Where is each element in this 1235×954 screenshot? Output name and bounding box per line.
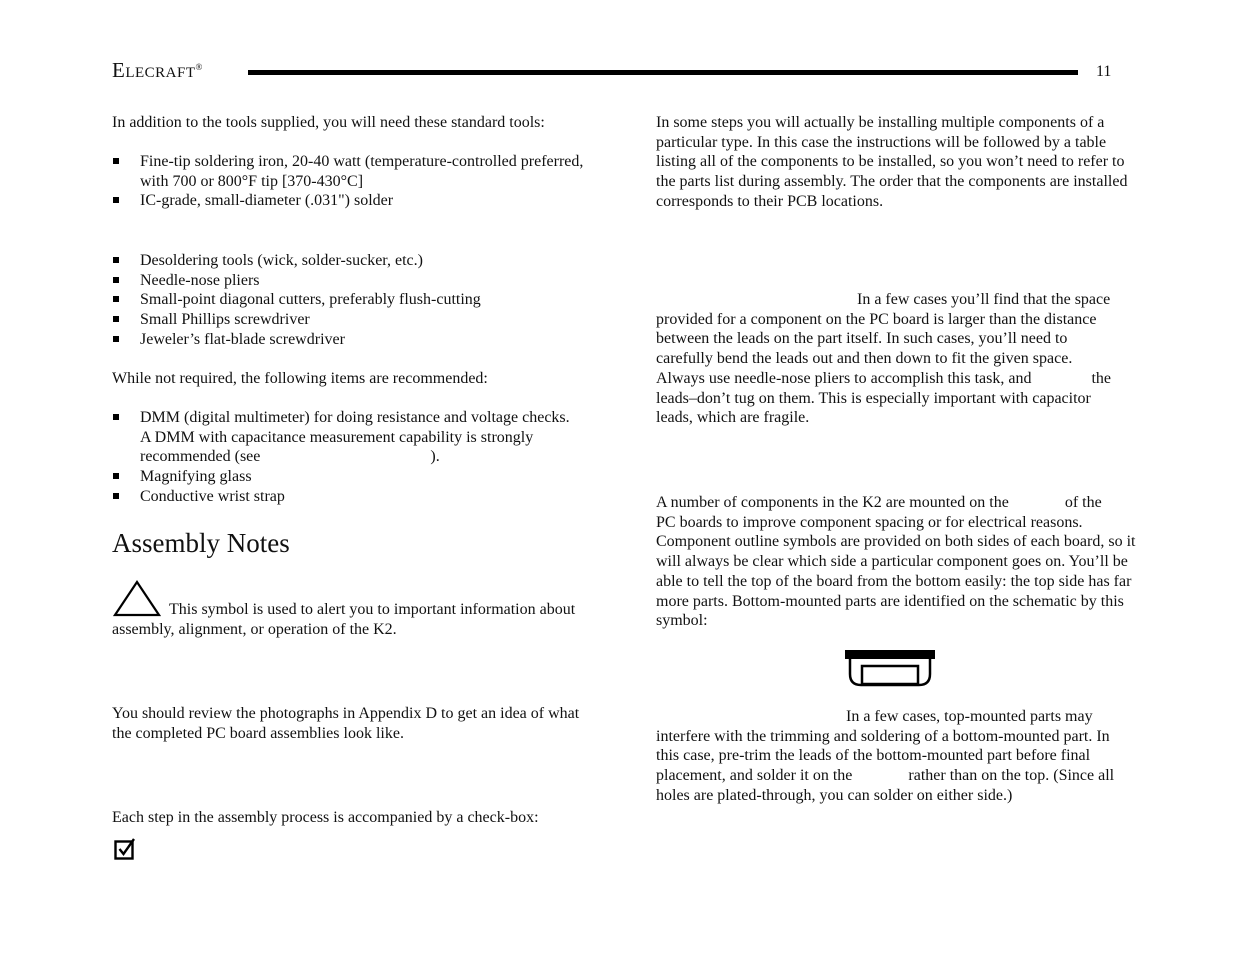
brand-rest: LECRAFT	[125, 65, 196, 81]
recommended-intro-text: While not required, the following items are recommended:	[112, 370, 488, 387]
dmm-text: DMM (digital multimeter) for doing resistance and voltage checks. A DMM with capacitance measurement capability is strongly recommended (see	[140, 409, 570, 466]
list-item: Jeweler’s flat-blade screwdriver	[112, 330, 592, 350]
bottom-line-1a: A number of components in the K2 are mounted on the	[656, 494, 1009, 511]
tools-intro	[112, 113, 592, 133]
brand-initial: E	[112, 58, 126, 82]
bend-line-4: carefully bend the leads out and then down to fit the given space.	[656, 350, 1073, 368]
bend-line-2: provided for a component on the PC board is larger than the distance	[656, 310, 1097, 328]
section-heading: Assembly Notes	[112, 528, 290, 558]
tools-list-b	[112, 251, 592, 350]
recommended-list	[112, 408, 572, 507]
page-number: 11	[1096, 63, 1112, 80]
list-item: Conductive wrist strap	[112, 487, 572, 507]
bend-line-3: between the leads on the part itself. In such cases, you’ll need to	[656, 330, 1068, 348]
list-item: Desoldering tools (wick, solder-sucker, etc.)	[112, 251, 592, 271]
recommended-intro	[112, 369, 592, 389]
multi-component-text: In some steps you will actually be installing multiple components of a particular type. In this case the instructions will be followed by a table listing all of the components to be installed, so you won’t need to refer to the parts list during assembly. The order that the components are installed corresponds to their PCB locations.	[656, 114, 1128, 210]
bottom-rest: PC boards to improve component spacing or for electrical reasons. Component outline symbols are provided on both sides of each board, so it will always be clear which side a particular component goes on. You’ll be able to tell the top of the board from the bottom easily: the top side has far more parts. Bottom-mounted parts are identified on the schematic by this symbol:	[656, 513, 1136, 630]
bottom-mount-note	[656, 493, 1146, 631]
bottom-line-1b: of the	[1064, 494, 1102, 511]
brand-logo	[112, 58, 203, 83]
trim-line-2: interfere with the trimming and soldering of a bottom-mounted part. In	[656, 727, 1110, 745]
list-item: Needle-nose pliers	[112, 271, 592, 291]
list-item: IC-grade, small-diameter (.031") solder	[112, 191, 592, 211]
multi-component-note	[656, 113, 1146, 212]
photos-note	[112, 704, 587, 743]
header-rule	[248, 70, 1078, 75]
list-item: Small-point diagonal cutters, preferably flush-cutting	[112, 290, 592, 310]
trim-line-5: holes are plated-through, you can solder on either side.)	[656, 786, 1013, 804]
trim-line-4a: placement, and solder it on the	[656, 767, 853, 785]
checkbox-text: Each step in the assembly process is accompanied by a check-box:	[112, 809, 539, 826]
checkbox-icon	[113, 836, 139, 862]
list-item: Small Phillips screwdriver	[112, 310, 592, 330]
checkbox-note	[112, 808, 592, 828]
dmm-end: ).	[430, 448, 440, 466]
lead-bending-note	[656, 290, 1151, 428]
caution-text: This symbol is used to alert you to important information about assembly, alignment, or operation of the K2.	[112, 601, 576, 638]
caution-note	[112, 600, 582, 639]
photos-text: You should review the photographs in Appendix D to get an idea of what the completed PC board assemblies look like.	[112, 705, 580, 742]
trim-line-1: In a few cases, top-mounted parts may	[846, 708, 1093, 725]
bend-line-1: In a few cases you’ll find that the space	[857, 291, 1111, 308]
bend-line-5b: the	[1091, 369, 1112, 387]
bend-line-7: leads, which are fragile.	[656, 409, 810, 427]
bend-line-5a: Always use needle-nose pliers to accomplish this task, and	[656, 369, 1032, 387]
tools-list-a	[112, 152, 592, 211]
list-item	[112, 408, 572, 467]
trim-line-3: this case, pre-trim the leads of the bottom-mounted part before final	[656, 747, 1091, 765]
tools-intro-text: In addition to the tools supplied, you will need these standard tools:	[112, 114, 545, 131]
list-item: Fine-tip soldering iron, 20-40 watt (temperature-controlled preferred, with 700 or 800°F tip [370-430°C]	[112, 152, 592, 191]
trim-line-4b: rather than on the top. (Since all	[908, 767, 1115, 785]
list-item: Magnifying glass	[112, 467, 572, 487]
registered-mark: ®	[195, 62, 203, 72]
bend-line-6: leads–don’t tug on them. This is especially important with capacitor	[656, 389, 1091, 407]
trim-note	[656, 707, 1151, 806]
bottom-mount-symbol-icon	[844, 649, 936, 689]
